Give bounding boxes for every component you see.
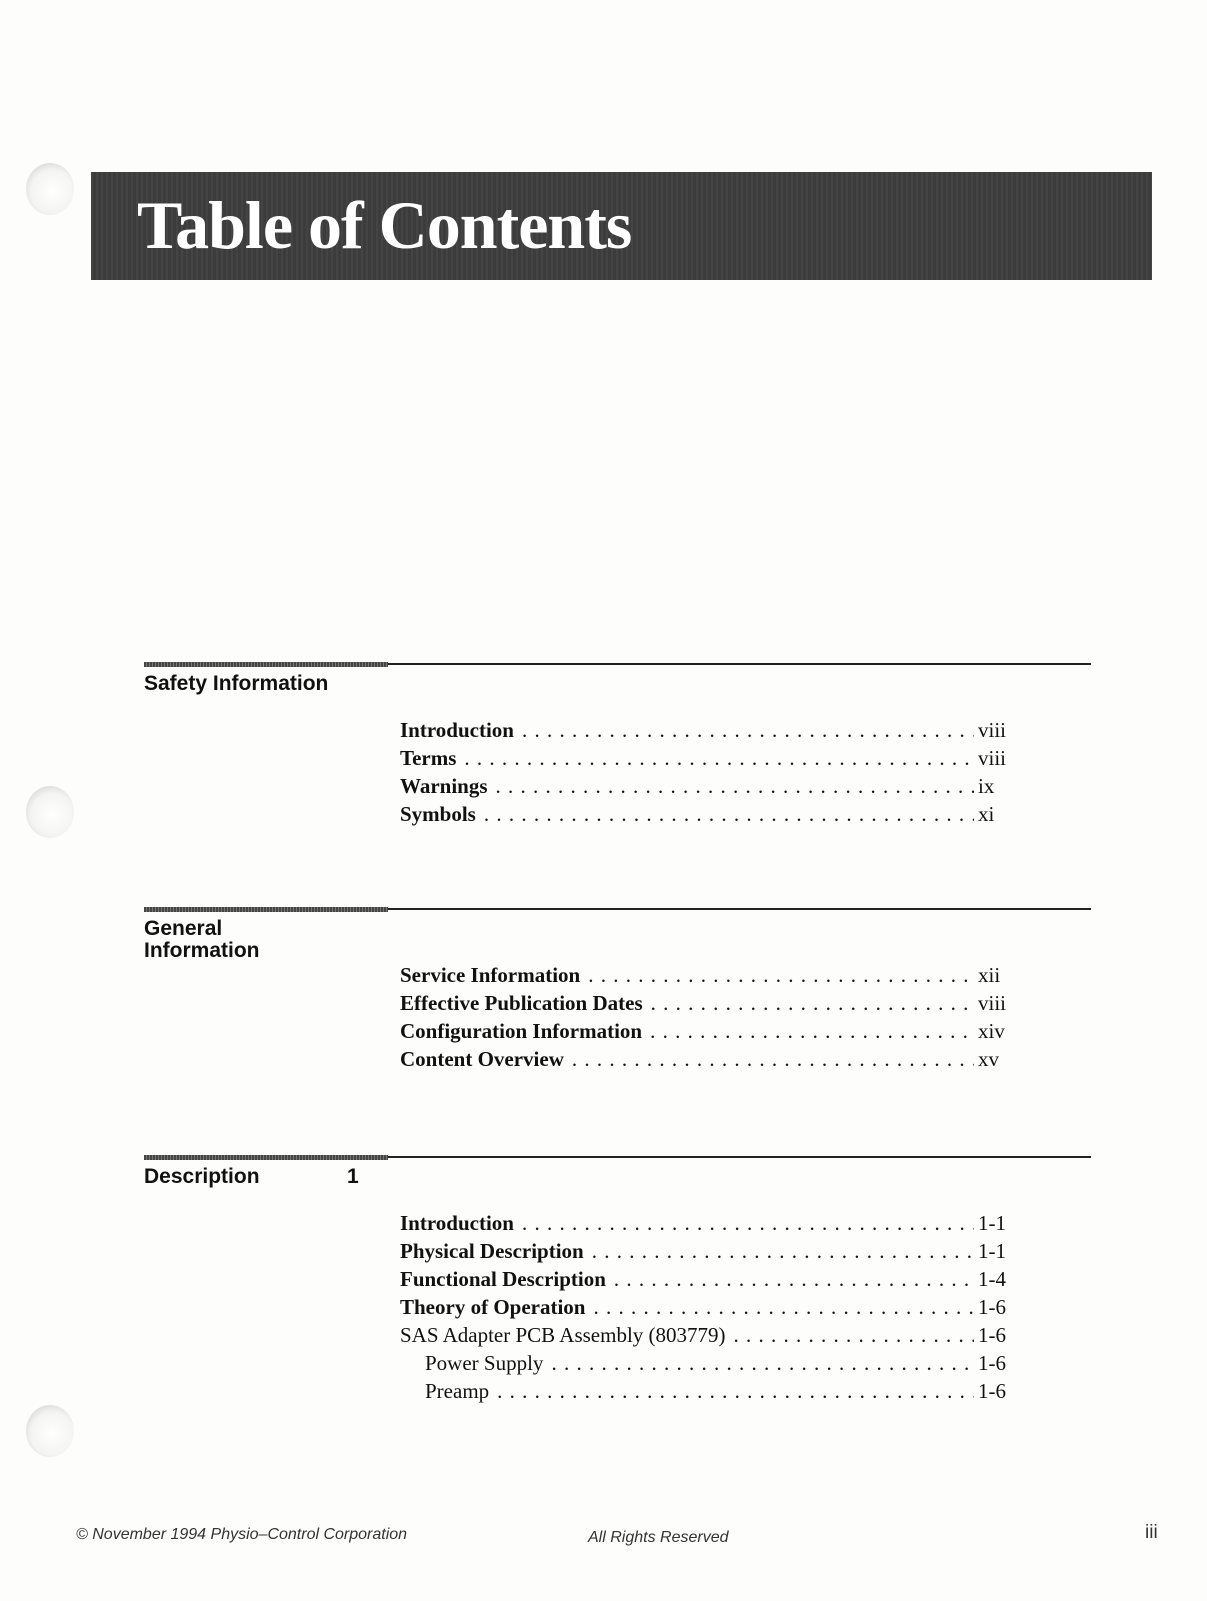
dot-leader <box>614 1265 974 1293</box>
toc-entry[interactable] <box>400 989 1012 1017</box>
binder-hole-top <box>26 163 74 215</box>
entry-label: SAS Adapter PCB Assembly (803779) <box>400 1323 726 1347</box>
section-rule-thick <box>144 662 388 667</box>
binder-hole-bottom <box>26 1405 74 1457</box>
dot-leader <box>551 1349 974 1377</box>
toc-entry[interactable] <box>400 1321 1012 1349</box>
page-title: Table of Contents <box>137 187 632 263</box>
toc-entry[interactable] <box>400 1237 1012 1265</box>
entry-page: viii <box>978 718 1007 742</box>
entry-label: Warnings <box>400 774 488 798</box>
dot-leader <box>522 716 974 744</box>
dot-leader <box>572 1045 974 1073</box>
page-number: iii <box>1145 1522 1158 1543</box>
section-rule-thin <box>388 663 1091 665</box>
footer-rights: All Rights Reserved <box>588 1529 729 1546</box>
entry-label: Physical Description <box>400 1239 584 1263</box>
toc-entry[interactable] <box>400 1209 1012 1237</box>
toc-entry[interactable] <box>400 1349 1012 1377</box>
section-rule-thin <box>388 1156 1091 1158</box>
toc-entry[interactable] <box>400 1017 1012 1045</box>
entry-label: Symbols <box>400 802 476 826</box>
entry-page: 1-6 <box>978 1379 1006 1403</box>
dot-leader <box>496 772 974 800</box>
entry-label: Introduction <box>400 1211 514 1235</box>
toc-entry[interactable] <box>400 716 1012 744</box>
dot-leader <box>651 989 974 1017</box>
toc-entry[interactable] <box>400 1377 1012 1405</box>
section-number: 1 <box>347 1165 359 1188</box>
toc-entry[interactable] <box>400 961 1012 989</box>
section-heading: Description <box>144 1165 260 1188</box>
entry-label: Power Supply <box>425 1351 544 1375</box>
toc-entries <box>400 961 1012 1073</box>
entry-page: 1-6 <box>978 1295 1006 1319</box>
section-heading: General Information <box>144 917 260 962</box>
section-rule-thick <box>144 1155 388 1160</box>
dot-leader <box>593 1293 974 1321</box>
dot-leader <box>497 1377 974 1405</box>
toc-entry[interactable] <box>400 800 1012 828</box>
toc-entry[interactable] <box>400 1293 1012 1321</box>
entry-label: Theory of Operation <box>400 1295 586 1319</box>
entry-page: xii <box>978 963 1001 987</box>
entry-label: Configuration Information <box>400 1019 643 1043</box>
toc-entry[interactable] <box>400 1265 1012 1293</box>
entry-page: 1-1 <box>978 1211 1006 1235</box>
entry-page: 1-1 <box>978 1239 1006 1263</box>
entry-page: 1-4 <box>978 1267 1006 1291</box>
entry-page: xi <box>978 802 995 826</box>
section-rule-thin <box>388 908 1091 910</box>
toc-entries <box>400 716 1012 828</box>
entry-label: Preamp <box>425 1379 490 1403</box>
section-heading: Safety Information <box>144 672 329 695</box>
toc-entries <box>400 1209 1012 1405</box>
entry-label: Service Information <box>400 963 581 987</box>
toc-entry[interactable] <box>400 1045 1012 1073</box>
toc-entry[interactable] <box>400 744 1012 772</box>
entry-label: Terms <box>400 746 457 770</box>
entry-page: 1-6 <box>978 1351 1006 1375</box>
entry-label: Content Overview <box>400 1047 564 1071</box>
entry-page: 1-6 <box>978 1323 1006 1347</box>
title-banner <box>91 172 1152 280</box>
toc-entry[interactable] <box>400 772 1012 800</box>
entry-label: Functional Description <box>400 1267 606 1291</box>
footer-copyright: © November 1994 Physio–Control Corporation <box>76 1526 408 1543</box>
dot-leader <box>522 1209 974 1237</box>
dot-leader <box>734 1321 974 1349</box>
section-rule-thick <box>144 907 388 912</box>
dot-leader <box>464 744 974 772</box>
dot-leader <box>484 800 974 828</box>
dot-leader <box>588 961 974 989</box>
entry-page: xiv <box>978 1019 1005 1043</box>
entry-page: xv <box>978 1047 999 1071</box>
entry-page: viii <box>978 746 1007 770</box>
entry-page: viii <box>978 991 1007 1015</box>
entry-page: ix <box>978 774 995 798</box>
entry-label: Effective Publication Dates <box>400 991 643 1015</box>
dot-leader <box>650 1017 974 1045</box>
binder-hole-middle <box>26 786 74 838</box>
dot-leader <box>592 1237 974 1265</box>
entry-label: Introduction <box>400 718 514 742</box>
